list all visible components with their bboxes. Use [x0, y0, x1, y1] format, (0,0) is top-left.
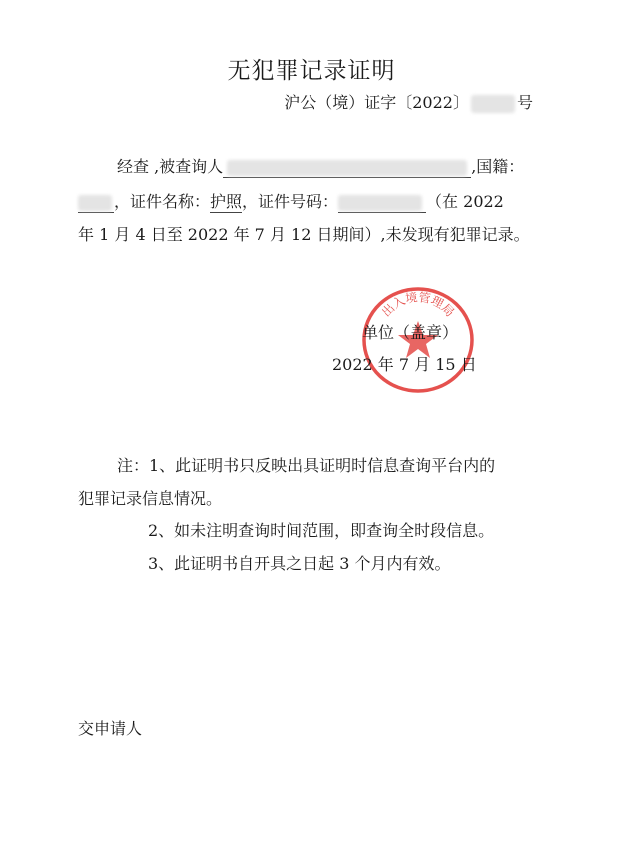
body-line-1: [117, 157, 524, 178]
reference-prefix: 沪公（境）证字〔2022〕: [284, 93, 469, 112]
note-3: 3、此证明书自开具之日起 3 个月内有效。: [148, 554, 451, 573]
unit-seal-label: 单位（盖章）: [362, 323, 459, 342]
issue-date: 2022 年 7 月 15 日: [332, 355, 477, 374]
redacted-nationality: [78, 195, 112, 211]
body-text-segment: ，证件名称：: [114, 192, 211, 211]
body-line-2: [78, 192, 504, 213]
svg-text:出入境管理局: [378, 289, 457, 319]
body-text-segment: 经查 ,被查询人: [117, 157, 224, 176]
redacted-id-field: [338, 192, 426, 213]
redacted-nationality-field: [78, 192, 114, 213]
redacted-name-field: [223, 157, 471, 178]
body-line-3: 年 1 月 4 日至 2022 年 7 月 12 日期间）,未发现有犯罪记录。: [78, 225, 530, 244]
note-2: 2、如未注明查询时间范围，即查询全时段信息。: [148, 521, 495, 540]
body-text-segment: ,国籍：: [471, 157, 525, 176]
body-text-segment: ，证件号码：: [242, 192, 339, 211]
body-text-segment: （在 2022: [426, 192, 504, 211]
note-1-continued: 犯罪记录信息情况。: [78, 489, 223, 508]
reference-number: [284, 90, 533, 113]
note-1: 注：1、此证明书只反映出具证明时信息查询平台内的: [117, 456, 496, 475]
seal-text: 出入境管理局: [378, 290, 458, 320]
redacted-name: [227, 160, 467, 176]
applicant-label: 交申请人: [78, 719, 143, 738]
document-title: 无犯罪记录证明: [227, 58, 396, 84]
redacted-id-number: [338, 195, 422, 211]
reference-suffix: 号: [516, 93, 533, 112]
document-type: 护照: [210, 192, 243, 211]
redacted-number: [471, 95, 515, 113]
